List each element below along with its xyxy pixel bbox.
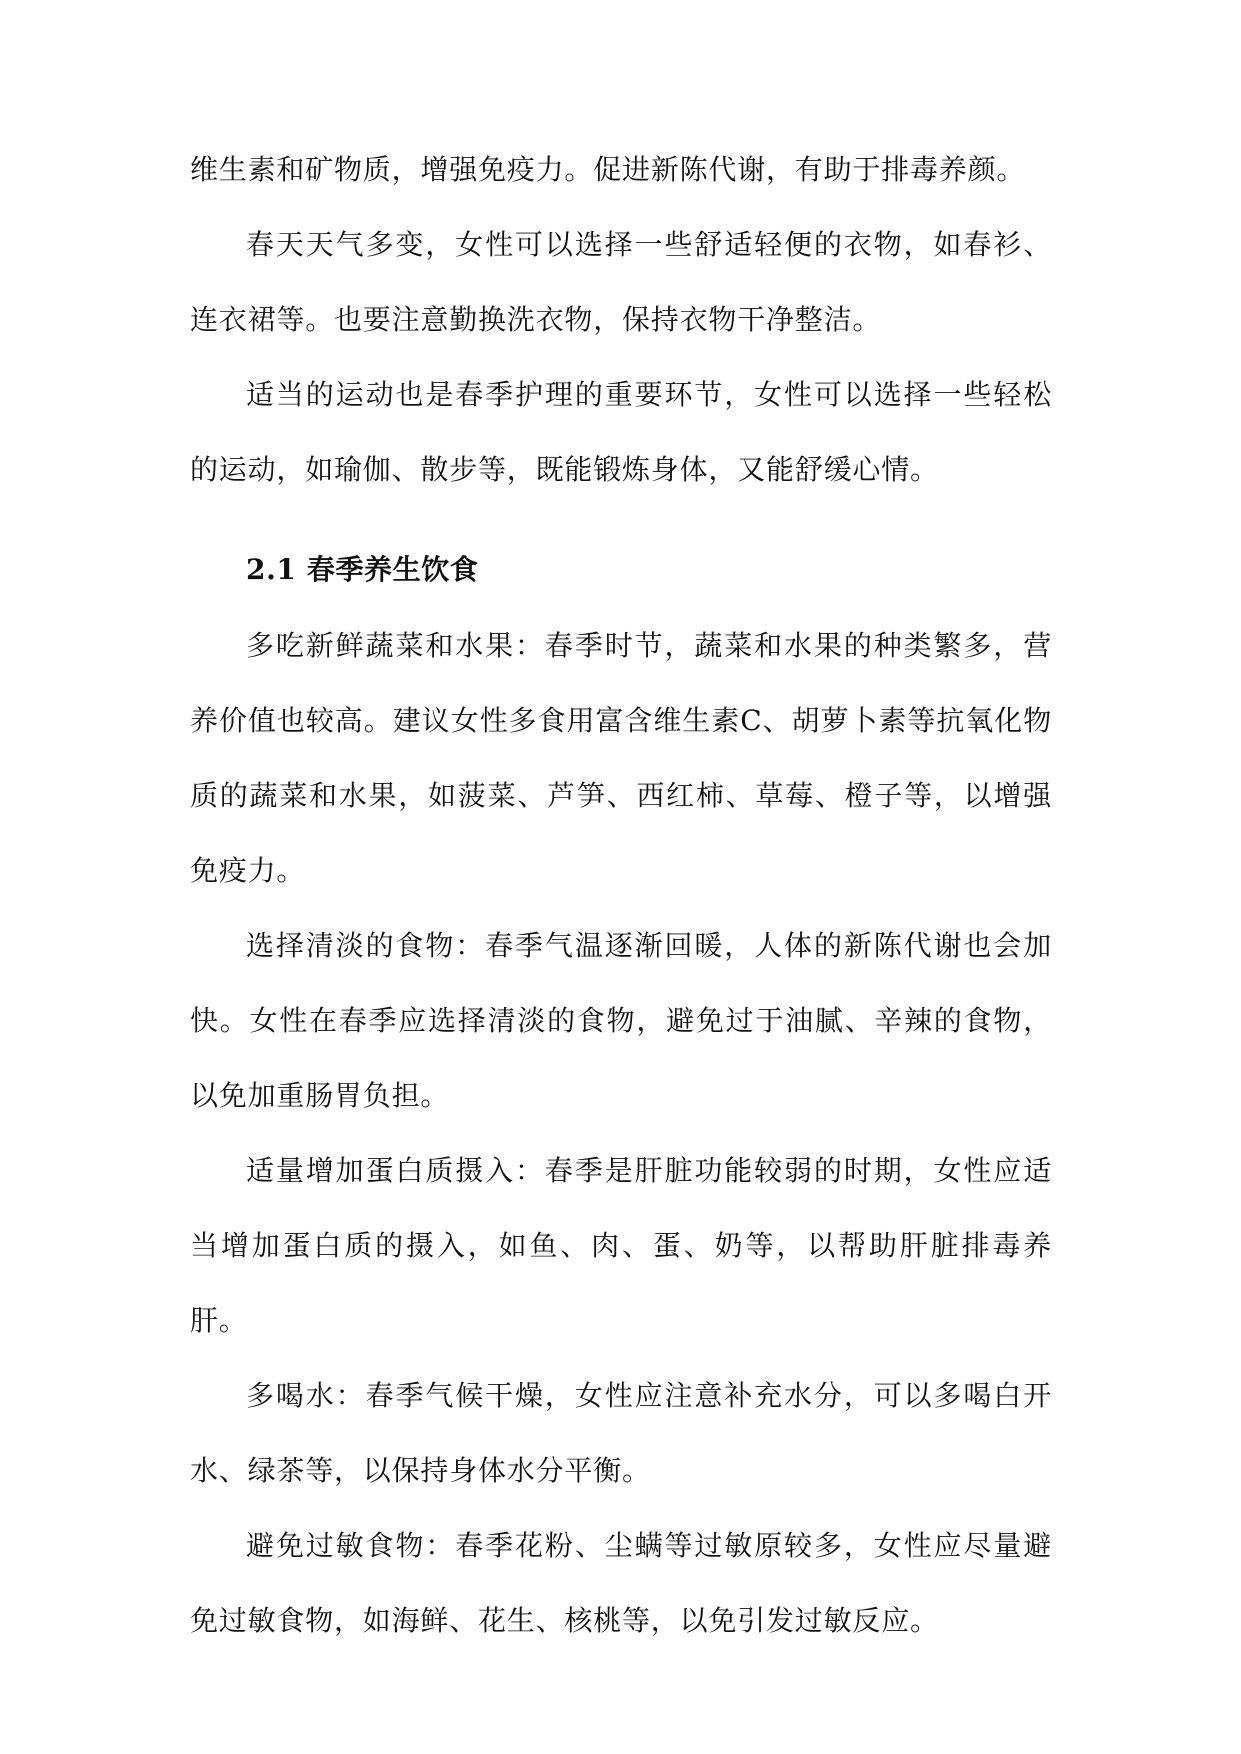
paragraph-clothing: 春天天气多变，女性可以选择一些舒适轻便的衣物，如春衫、连衣裙等。也要注意勤换洗衣物，保持衣物干净整洁。 — [190, 228, 1052, 336]
paragraph-protein: 适量增加蛋白质摄入：春季是肝脏功能较弱的时期，女性应适当增加蛋白质的摄入，如鱼、肉、蛋、奶等，以帮助肝脏排毒养肝。 — [190, 1154, 1052, 1337]
document-body — [190, 132, 1052, 1658]
paragraph-vegetables-fruits: 多吃新鲜蔬菜和水果：春季时节，蔬菜和水果的种类繁多，营养价值也较高。建议女性多食用富含维生素C、胡萝卜素等抗氧化物质的蔬菜和水果，如菠菜、芦笋、西红柿、草莓、橙子等，以增强免疫力。 — [190, 629, 1052, 887]
section-heading: 2.1 春季养生饮食 — [246, 553, 479, 586]
paragraph-continued: 维生素和矿物质，增强免疫力。促进新陈代谢，有助于排毒养颜。 — [190, 153, 1026, 186]
paragraph-exercise: 适当的运动也是春季护理的重要环节，女性可以选择一些轻松的运动，如瑜伽、散步等，既能锻炼身体，又能舒缓心情。 — [190, 378, 1052, 486]
paragraph-water: 多喝水：春季气候干燥，女性应注意补充水分，可以多喝白开水、绿茶等，以保持身体水分平衡。 — [190, 1379, 1052, 1487]
paragraph-light-food: 选择清淡的食物：春季气温逐渐回暖，人体的新陈代谢也会加快。女性在春季应选择清淡的食物，避免过于油腻、辛辣的食物，以免加重肠胃负担。 — [190, 929, 1052, 1112]
paragraph-allergy-food: 避免过敏食物：春季花粉、尘螨等过敏原较多，女性应尽量避免过敏食物，如海鲜、花生、核桃等，以免引发过敏反应。 — [190, 1529, 1052, 1637]
